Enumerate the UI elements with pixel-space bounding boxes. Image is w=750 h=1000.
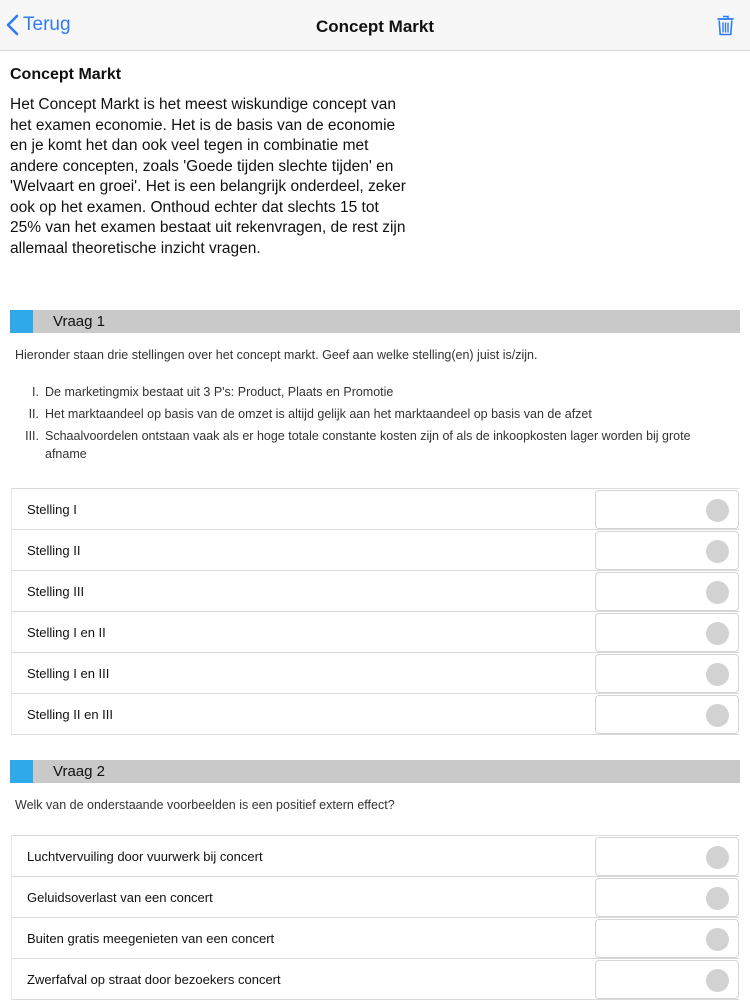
answer-option-label: Stelling III: [27, 584, 85, 599]
question-accent-marker: [10, 760, 33, 783]
page-title: Concept Markt: [315, 17, 435, 36]
answer-option[interactable]: [11, 489, 739, 530]
statement-number: I.: [32, 385, 39, 399]
answer-option[interactable]: [11, 918, 739, 959]
question-accent-marker: [10, 310, 33, 333]
question-text: Hieronder staan drie stellingen over het concept markt. Geef aan welke stelling(en) juist is/zijn.: [15, 348, 538, 362]
answer-option[interactable]: [11, 571, 739, 612]
radio-button[interactable]: [706, 663, 729, 686]
radio-button[interactable]: [706, 581, 729, 604]
answer-option[interactable]: [11, 836, 739, 877]
answer-option-label: Zwerfafval op straat door bezoekers concert: [27, 972, 281, 987]
answer-option-label: Stelling II en III: [27, 707, 113, 722]
answer-select-box[interactable]: [595, 613, 739, 652]
radio-button[interactable]: [706, 622, 729, 645]
answer-select-box[interactable]: [595, 919, 739, 958]
section-heading: Concept Markt: [10, 66, 122, 83]
answer-select-box[interactable]: [595, 878, 739, 917]
answer-option[interactable]: [11, 877, 739, 918]
answer-option-label: Stelling I en III: [27, 666, 110, 681]
answer-select-box[interactable]: [595, 531, 739, 570]
statement-item: [15, 427, 725, 463]
radio-button[interactable]: [706, 846, 729, 869]
statement-list: [15, 383, 725, 467]
radio-button[interactable]: [706, 540, 729, 563]
statement-item: [15, 383, 725, 401]
statement-number: III.: [25, 429, 39, 443]
back-label: Terug: [23, 14, 71, 35]
delete-button[interactable]: [717, 15, 734, 41]
question-header: [10, 760, 740, 783]
answer-option-label: Luchtvervuiling door vuurwerk bij concert: [27, 849, 263, 864]
trash-icon: [717, 15, 734, 36]
navigation-bar: [0, 0, 750, 51]
answer-option-label: Geluidsoverlast van een concert: [27, 890, 213, 905]
answer-option-label: Stelling II: [27, 543, 81, 558]
answer-option[interactable]: [11, 694, 739, 735]
answer-option[interactable]: [11, 612, 739, 653]
answer-option[interactable]: [11, 653, 739, 694]
answer-select-box[interactable]: [595, 960, 739, 999]
answer-option-label: Buiten gratis meegenieten van een concert: [27, 931, 275, 946]
radio-button[interactable]: [706, 928, 729, 951]
statement-text: Het marktaandeel op basis van de omzet is altijd gelijk aan het marktaandeel op basis van de afzet: [45, 407, 592, 421]
radio-button[interactable]: [706, 499, 729, 522]
answer-select-box[interactable]: [595, 490, 739, 529]
answer-option-label: Stelling I en II: [27, 625, 106, 640]
radio-button[interactable]: [706, 704, 729, 727]
statement-text: De marketingmix bestaat uit 3 P's: Product, Plaats en Promotie: [45, 385, 394, 399]
answer-option[interactable]: [11, 959, 739, 1000]
question-label: Vraag 2: [53, 763, 105, 780]
statement-item: [15, 405, 725, 423]
answer-options: [11, 835, 739, 1000]
answer-select-box[interactable]: [595, 695, 739, 734]
statement-number: II.: [28, 407, 39, 421]
radio-button[interactable]: [706, 969, 729, 992]
intro-text: Het Concept Markt is het meest wiskundige concept van het examen economie. Het is de basis van de economie en je komt het dan ook veel tegen in combinatie met andere concepten, zoals 'Goede tijden slechte tijden' en 'Welvaart en groei'. Het is een belangrijk onderdeel, zeker ook op het examen. Onthoud echter dat slechts 15 tot 25% van het examen bestaat uit rekenvragen, de rest zijn allemaal theoretische inzicht vragen.: [10, 96, 406, 257]
answer-select-box[interactable]: [595, 837, 739, 876]
question-label: Vraag 1: [53, 313, 105, 330]
statement-text: Schaalvoordelen ontstaan vaak als er hoge totale constante kosten zijn of als de inkoopkosten lager worden bij grote afname: [45, 429, 691, 461]
answer-option[interactable]: [11, 530, 739, 571]
answer-select-box[interactable]: [595, 654, 739, 693]
question-header: [10, 310, 740, 333]
radio-button[interactable]: [706, 887, 729, 910]
answer-option-label: Stelling I: [27, 502, 77, 517]
answer-select-box[interactable]: [595, 572, 739, 611]
answer-options: [11, 488, 739, 735]
question-text: Welk van de onderstaande voorbeelden is een positief extern effect?: [15, 798, 395, 812]
